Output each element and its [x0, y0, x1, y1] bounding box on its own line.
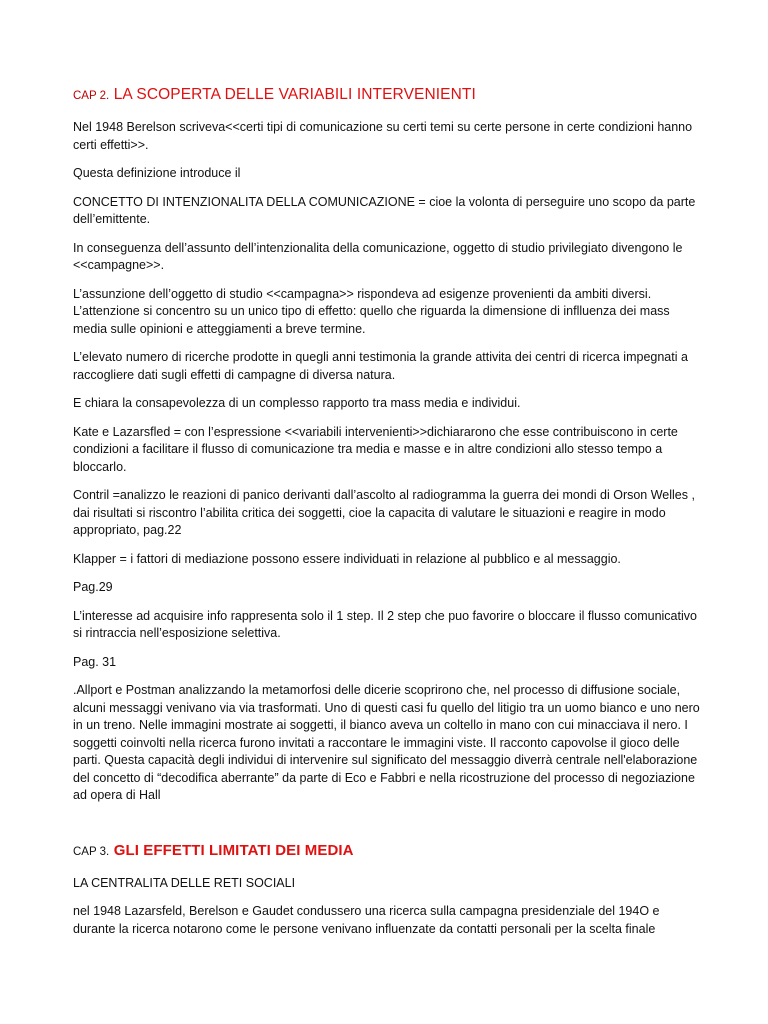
paragraph-definition-intro: Questa definizione introduce il — [73, 166, 241, 180]
chapter-3-label: CAP 3 — [73, 845, 107, 858]
paragraph-research-activity: L’elevato numero di ricerche prodotte in quegli anni testimonia la grande attivita dei centri di ricerca impegnati a raccogliere dati sugli effetti di campagne di diversa natura. — [73, 350, 688, 382]
document-page — [73, 84, 703, 949]
paragraph-cantril: Contril =analizzo le reazioni di panico derivanti dall’ascolto al radiogramma la guerra dei mondi di Orson Welles , dai risultati si riscontro l’abilita critica dei soggetti, cioe la capacita di valutare le situazioni e reagire in modo appropriato, pag.22 — [73, 488, 695, 537]
paragraph-klapper: Klapper = i fattori di mediazione possono essere individuati in relazione al pubblico e al messaggio. — [73, 551, 621, 566]
page-reference-29: Pag.29 — [73, 580, 113, 594]
chapter-3-dot: . — [106, 845, 110, 858]
chapter-3-title: GLI EFFETTI LIMITATI DEI MEDIA — [113, 841, 354, 859]
chapter-2-label: CAP 2 — [73, 90, 107, 102]
chapter-3-heading — [73, 840, 703, 863]
section-subheading-social-networks: LA CENTRALITA DELLE RETI SOCIALI — [73, 875, 296, 890]
paragraph-selective-exposure: L’interesse ad acquisire info rappresenta solo il 1 step. Il 2 step che puo favorire o bloccare il flusso comunicativo si rintraccia nell’esposizione selettiva. — [73, 608, 697, 640]
paragraph-lazarsfeld-1948: nel 1948 Lazarsfeld, Berelson e Gaudet condussero una ricerca sulla campagna presidenziale del 194O e durante la ricerca notarono come le persone venivano influenzate da contatti personali per la scelta finale — [73, 904, 660, 936]
chapter-2-heading — [73, 84, 703, 107]
page-reference-31: Pag. 31 — [73, 654, 117, 669]
chapter-2-title: LA SCOPERTA DELLE VARIABILI INTERVENIENTI — [113, 86, 476, 103]
paragraph-katz-lazarsfeld: Kate e Lazarsfled = con l’espressione <<variabili intervenienti>>dichiararono che esse contribuiscono in certe condizioni a facilitare il flusso di comunicazione tra media e masse e in altre condizioni allo stesso tempo a bloccarlo. — [73, 424, 678, 474]
paragraph-campaign-study: L’assunzione dell’oggetto di studio <<campagna>> rispondeva ad esigenze provenienti da ambiti diversi. L’attenzione si concentro su un unico tipo di effetto: quello che riguarda la dimensione di inflluenza dei mass media sulle opinioni e atteggiamenti a breve termine. — [73, 286, 670, 336]
paragraph-berelson-quote: Nel 1948 Berelson scriveva<<certi tipi di comunicazione su certi temi su certe persone in certe condizioni hanno certi effetti>>. — [73, 120, 693, 152]
paragraph-intentionality-concept: CONCETTO DI INTENZIONALITA DELLA COMUNICAZIONE = cioe la volonta di perseguire uno scopo da parte dell’emittente. — [73, 194, 696, 226]
section-spacer — [73, 816, 703, 840]
paragraph-allport-postman: .Allport e Postman analizzando la metamorfosi delle dicerie scoprirono che, nel processo di diffusione sociale, alcuni messaggi venivano via via trasformati. Uno di questi casi fu quello del litigio tra un uomo bianco e uno nero in un treno. Nelle immagini mostrate ai soggetti, il bianco aveva un coltello in mano con cui minacciava il nero. I soggetti coinvolti nella ricerca furono invitati a raccontare le immagini viste. Il racconto capovolse il gioco delle parti. Questa capacità degli individui di intervenire sul significato del messaggio diverrà centrale nell'elaborazione del concetto di “decodifica aberrante” da parte di Eco e Fabbri e nella ricostruzione del processo di negoziazione ad opera di Hall — [73, 683, 700, 802]
paragraph-awareness: E chiara la consapevolezza di un complesso rapporto tra mass media e individui. — [73, 396, 521, 410]
chapter-2-dot: . — [106, 90, 110, 102]
paragraph-campaigns: In conseguenza dell’assunto dell’intenzionalita della comunicazione, oggetto di studio privilegiato divengono le <<campagne>>. — [73, 240, 683, 272]
